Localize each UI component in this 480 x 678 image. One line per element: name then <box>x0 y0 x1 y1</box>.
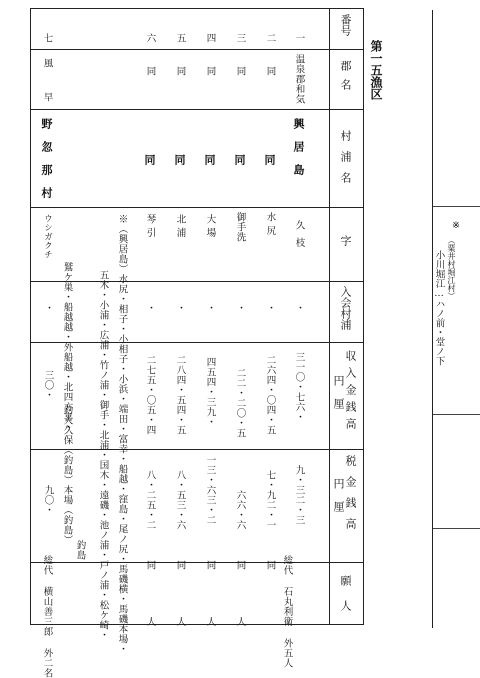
aza-list-kogoshima: ※（興居島）水尻・相子・小相子・小浜・端田・富幸・船越・窪島・尾ノ尻・馬磯横・馬磯本場・ <box>116 214 128 654</box>
row-number: 二 <box>264 33 276 43</box>
row-divider <box>31 562 363 563</box>
row-income: 三〇・ <box>42 370 54 400</box>
row-divider <box>31 342 363 343</box>
row-place-kama: 釣島 <box>74 540 86 560</box>
row-village: 同 <box>233 154 246 165</box>
row-aza: ウシガクチ <box>42 214 53 259</box>
row-divider <box>31 281 363 282</box>
row-income: 二六四・〇四・五 <box>264 355 276 435</box>
row-number: 七 <box>41 33 53 43</box>
header-county: 郡名 <box>339 60 352 98</box>
row-income: 二二・二〇・五 <box>234 368 246 438</box>
row-aza: 御手洗 <box>234 212 246 242</box>
iriai-mark: ・ <box>234 303 246 313</box>
iriai-mark: ・ <box>264 303 276 313</box>
row-village: 同 <box>203 154 216 165</box>
row-divider <box>31 49 363 50</box>
fisheries-table <box>30 8 364 678</box>
panel-divider <box>433 528 480 529</box>
aza-list-continuation: 五木・小浦・広浦・竹ノ浦・御手・北浦・国木・遠磯・池ノ浦・戸ノ浦・松ケ崎・ <box>97 270 109 640</box>
note-mark: ※ <box>450 220 462 231</box>
row-nominee: 総代 横山善三郎 外二名 <box>41 555 53 678</box>
row-tax: 九〇・ <box>42 485 54 515</box>
iriai-mark: ・ <box>204 303 216 313</box>
iriai-mark: ・ <box>293 303 305 313</box>
row-income: 二八四・五四・五 <box>174 355 186 435</box>
row-county-a: 風 <box>41 58 53 68</box>
iriai-mark: ・ <box>174 303 186 313</box>
row-number: 五 <box>174 33 186 43</box>
row-county: 同 <box>174 66 186 76</box>
row-county: 同 <box>204 66 216 76</box>
panel-divider <box>433 206 480 207</box>
header-income-unit: 円厘 <box>332 375 345 421</box>
row-aza: 久枝 <box>293 220 305 255</box>
header-aza: 字 <box>339 235 352 246</box>
row-aza: 北浦 <box>174 214 186 241</box>
header-village: 村浦名 <box>339 130 352 193</box>
row-tax: 一三・六三・二 <box>204 455 216 525</box>
row-county: 温泉郡和気 <box>293 54 305 104</box>
note-paren: （粟井村堀江村） <box>447 236 456 300</box>
row-village: 同 <box>173 154 186 165</box>
row-number: 一 <box>293 33 305 43</box>
row-number: 六 <box>144 33 156 43</box>
row-nominee: 総代 石丸利衛 外五人 <box>281 555 293 668</box>
row-divider <box>31 109 363 110</box>
row-county-b: 早 <box>41 92 53 102</box>
row-income: 四五四・三九・ <box>204 357 216 427</box>
row-nominee: 同 人 <box>144 560 156 644</box>
aza-list-places: 鷲ケ巣・船越越・外船越・北四方喜・ <box>61 262 73 432</box>
adjacent-page-panel <box>432 10 480 628</box>
header-tax-unit: 円厘 <box>332 478 345 524</box>
row-income: 二七五・〇五・四 <box>144 355 156 435</box>
row-aza: 水尻 <box>264 212 276 239</box>
row-iriai: ・ <box>42 303 54 313</box>
row-village: 興居島 <box>292 118 305 187</box>
header-number: 番号 <box>339 14 352 36</box>
row-county: 同 <box>264 66 276 76</box>
row-number: 三 <box>234 33 246 43</box>
row-nominee: 同 人 <box>204 560 216 644</box>
header-iriai: 入会村浦 <box>339 286 352 330</box>
row-divider <box>31 207 363 208</box>
note-text: 小川堀江…ハノ前・堂ノ下 <box>433 250 445 366</box>
row-divider <box>31 449 363 450</box>
row-aza: 大場 <box>204 214 216 241</box>
row-village: 野忽那村 <box>40 118 53 210</box>
row-tax: 七・九二・一 <box>264 470 276 530</box>
row-village: 同 <box>263 154 276 165</box>
row-aza: 琴引 <box>144 214 156 241</box>
row-village: 同 <box>143 154 156 165</box>
iriai-mark: ・ <box>144 303 156 313</box>
row-tax: 八・五三・六 <box>174 470 186 530</box>
row-places-tsurishima: 釣大久保（釣島）本場（釣島） <box>61 405 73 545</box>
row-income: 三一〇・七六・ <box>293 352 305 422</box>
panel-divider <box>433 414 480 415</box>
row-nominee: 同 人 <box>234 560 246 644</box>
row-tax: 八・二五・二 <box>144 470 156 530</box>
row-nominee: 同 <box>264 560 276 570</box>
header-income: 収入金銭高 <box>344 350 357 435</box>
row-county: 同 <box>144 66 156 76</box>
section-title: 第一五漁区 <box>369 40 383 100</box>
header-column-divider <box>329 9 330 624</box>
header-nominee: 願人 <box>339 575 352 625</box>
row-nominee: 同 人 <box>174 560 186 644</box>
row-tax: 六六・六 <box>234 490 246 530</box>
row-county: 同 <box>234 66 246 76</box>
header-tax: 税金銭高 <box>344 455 357 539</box>
row-number: 四 <box>204 33 216 43</box>
row-tax: 九・三二・三 <box>293 465 305 525</box>
